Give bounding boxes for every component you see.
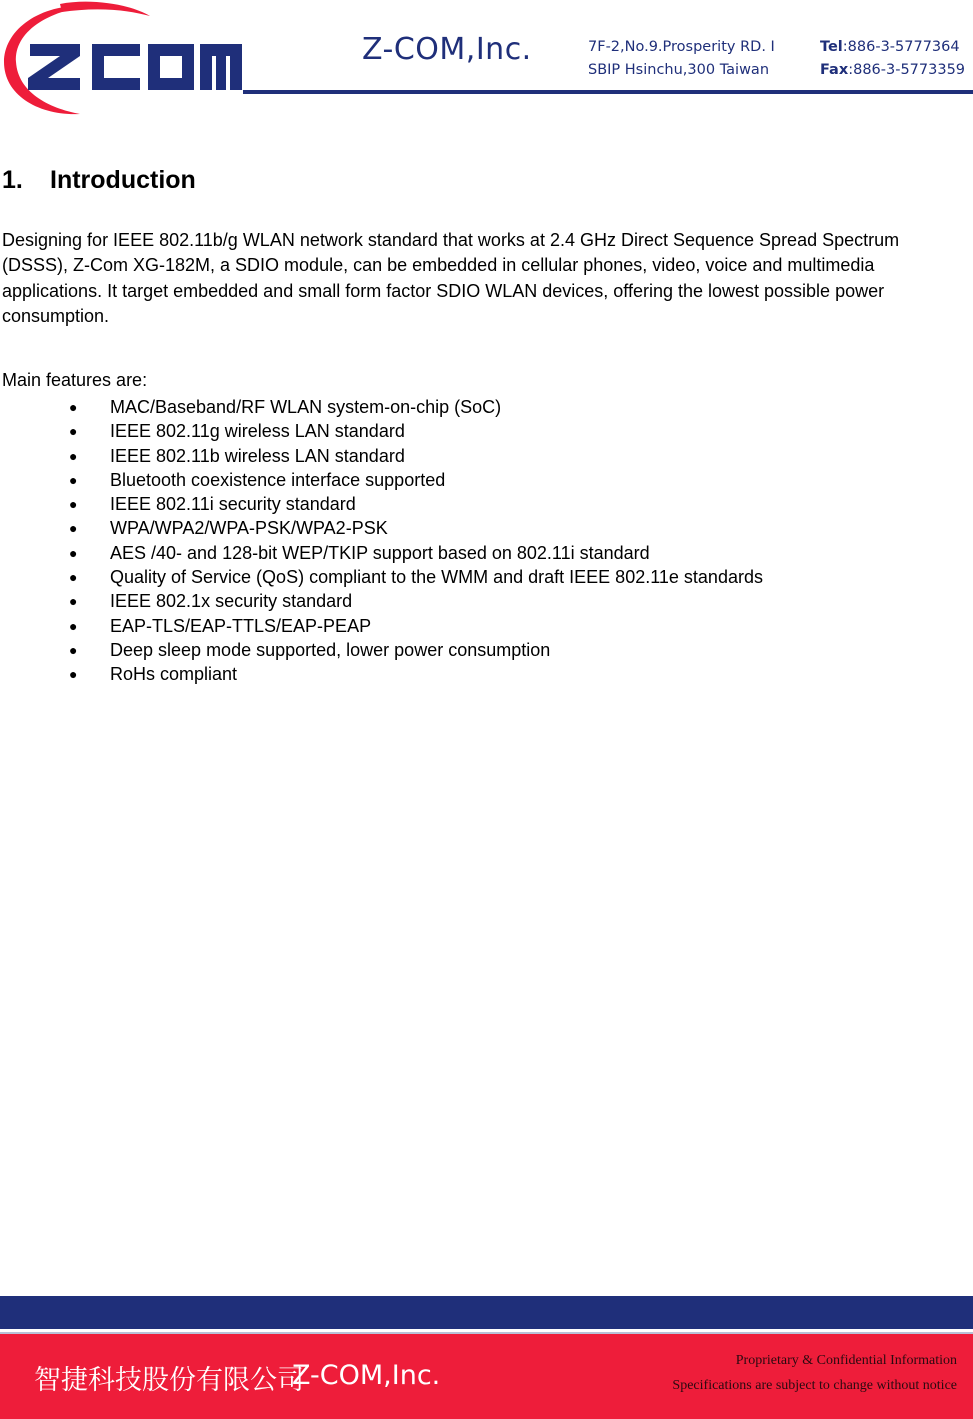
- feature-item: ● WPA/WPA2/WPA-PSK/WPA2-PSK: [0, 516, 763, 540]
- bullet-icon: ●: [69, 593, 78, 610]
- fax-value: :886-3-5773359: [848, 62, 966, 78]
- footer-blue-band: [0, 1296, 973, 1329]
- tel-label: Tel: [820, 39, 843, 55]
- tel-value: :886-3-5777364: [842, 39, 960, 55]
- feature-item: ● IEEE 802.11g wireless LAN standard: [0, 419, 763, 443]
- bullet-icon: ●: [69, 641, 78, 658]
- feature-item: ● RoHs compliant: [0, 662, 763, 686]
- bullet-icon: ●: [69, 666, 78, 683]
- bullet-icon: ●: [69, 520, 78, 537]
- bullet-icon: ●: [69, 544, 78, 561]
- tel-row: [820, 36, 965, 59]
- company-name: Z-COM,Inc.: [362, 32, 532, 67]
- header-rule: [243, 90, 973, 94]
- footer-chinese-name: 智捷科技股份有限公司: [34, 1365, 304, 1396]
- intro-text: Designing for IEEE 802.11b/g WLAN network standard that works at 2.4 GHz Direct Sequence Spread Spectrum (DSSS), Z-Com XG-182M, a SDIO module, can be embedded in cellular phones, video, voice and multimedia applications. It target embedded and small form factor SDIO WLAN devices, offering the lowest possible power consumption.: [2, 230, 900, 327]
- fax-row: [820, 59, 965, 82]
- intro-paragraph: [2, 228, 902, 330]
- footer-notice: [672, 1348, 957, 1398]
- feature-item: ● MAC/Baseband/RF WLAN system-on-chip (SoC): [0, 395, 763, 419]
- bullet-icon: ●: [69, 399, 78, 415]
- features-label: Main features are:: [2, 370, 148, 390]
- features-list: [0, 395, 763, 687]
- feature-item: ● IEEE 802.11i security standard: [0, 492, 763, 516]
- bullet-icon: ●: [69, 617, 78, 634]
- feature-item: ● IEEE 802.11b wireless LAN standard: [0, 444, 763, 468]
- bullet-icon: ●: [69, 496, 78, 513]
- footer-brand: Z-COM,Inc.: [292, 1360, 441, 1391]
- bullet-icon: ●: [69, 447, 78, 464]
- feature-item: ● Quality of Service (QoS) compliant to the WMM and draft IEEE 802.11e standards: [0, 565, 763, 589]
- footer-notice-line-1: Proprietary & Confidential Information: [735, 1353, 957, 1368]
- feature-item: ● Deep sleep mode supported, lower power consumption: [0, 638, 763, 662]
- section-heading: [2, 166, 196, 195]
- bullet-icon: ●: [69, 569, 78, 586]
- feature-item: ● AES /40- and 128-bit WEP/TKIP support based on 802.11i standard: [0, 541, 763, 565]
- bullet-icon: ●: [69, 423, 78, 440]
- bullet-icon: ●: [69, 471, 78, 488]
- footer-notice-line-2: Specifications are subject to change without notice: [672, 1378, 957, 1393]
- address-line-2: SBIP Hsinchu,300 Taiwan: [588, 62, 770, 78]
- feature-item: ● Bluetooth coexistence interface supported: [0, 468, 763, 492]
- section-number: 1.: [2, 166, 23, 194]
- feature-item: ● IEEE 802.1x security standard: [0, 589, 763, 613]
- fax-label: Fax: [820, 62, 849, 78]
- address-line-1: 7F-2,No.9.Prosperity RD. I: [588, 39, 775, 55]
- feature-item: ● EAP-TLS/EAP-TTLS/EAP-PEAP: [0, 614, 763, 638]
- company-address: [588, 36, 775, 82]
- zcom-logo: [0, 0, 245, 118]
- company-contact: [820, 36, 965, 82]
- section-title: Introduction: [50, 166, 196, 194]
